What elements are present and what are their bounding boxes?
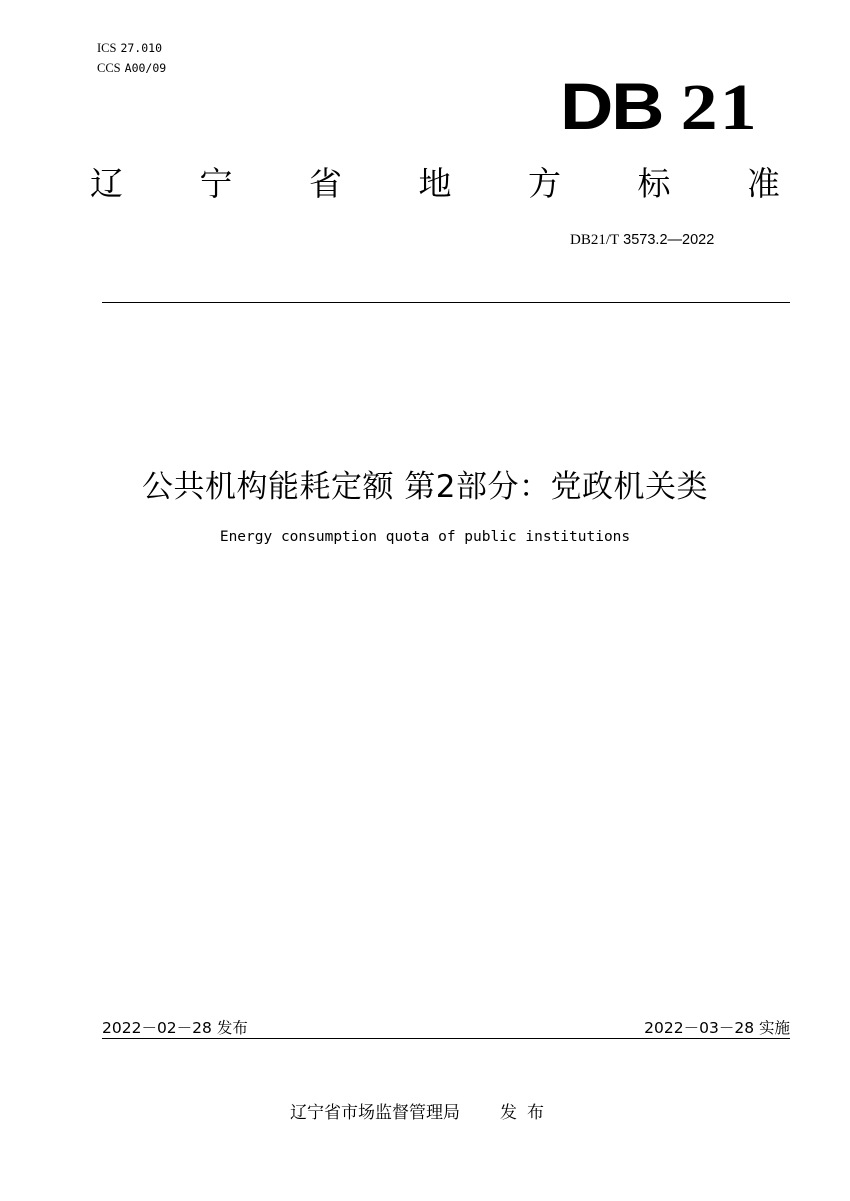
ics-label: ICS <box>97 41 117 55</box>
standard-number-code: 3573.2—2022 <box>623 232 715 248</box>
standard-type-char: 方 <box>528 164 561 203</box>
standard-type-char: 准 <box>747 164 780 203</box>
standard-type-char: 地 <box>418 164 452 203</box>
standard-type-char: 宁 <box>199 164 233 203</box>
standard-number-prefix: DB21/T <box>570 232 620 248</box>
ccs-value: A00/09 <box>124 61 167 75</box>
ics-code <box>97 41 162 56</box>
issuer-action: 发布 <box>500 1103 554 1123</box>
issuer-name: 辽宁省市场监督管理局 <box>290 1103 460 1123</box>
bottom-divider <box>102 1038 790 1039</box>
issuer <box>290 1098 554 1123</box>
db21-logo <box>560 70 759 144</box>
document-title-english: Energy consumption quota of public institutions <box>219 529 631 545</box>
standard-type-char: 辽 <box>90 164 123 203</box>
logo-letters: DB <box>560 69 663 143</box>
standard-type-char: 标 <box>637 164 671 203</box>
standard-type-heading <box>90 162 780 206</box>
publish-date: 2022－02－28 发布 <box>102 1019 248 1037</box>
top-divider <box>102 302 790 303</box>
effective-date: 2022－03－28 实施 <box>644 1019 790 1037</box>
ics-value: 27.010 <box>120 41 162 55</box>
logo-number: 21 <box>680 71 759 144</box>
standard-type-char: 省 <box>309 164 342 203</box>
ccs-label: CCS <box>97 61 121 75</box>
ccs-code <box>97 61 166 76</box>
document-title: 公共机构能耗定额 第2部分：党政机关类 <box>141 469 709 505</box>
standard-number <box>570 232 714 249</box>
